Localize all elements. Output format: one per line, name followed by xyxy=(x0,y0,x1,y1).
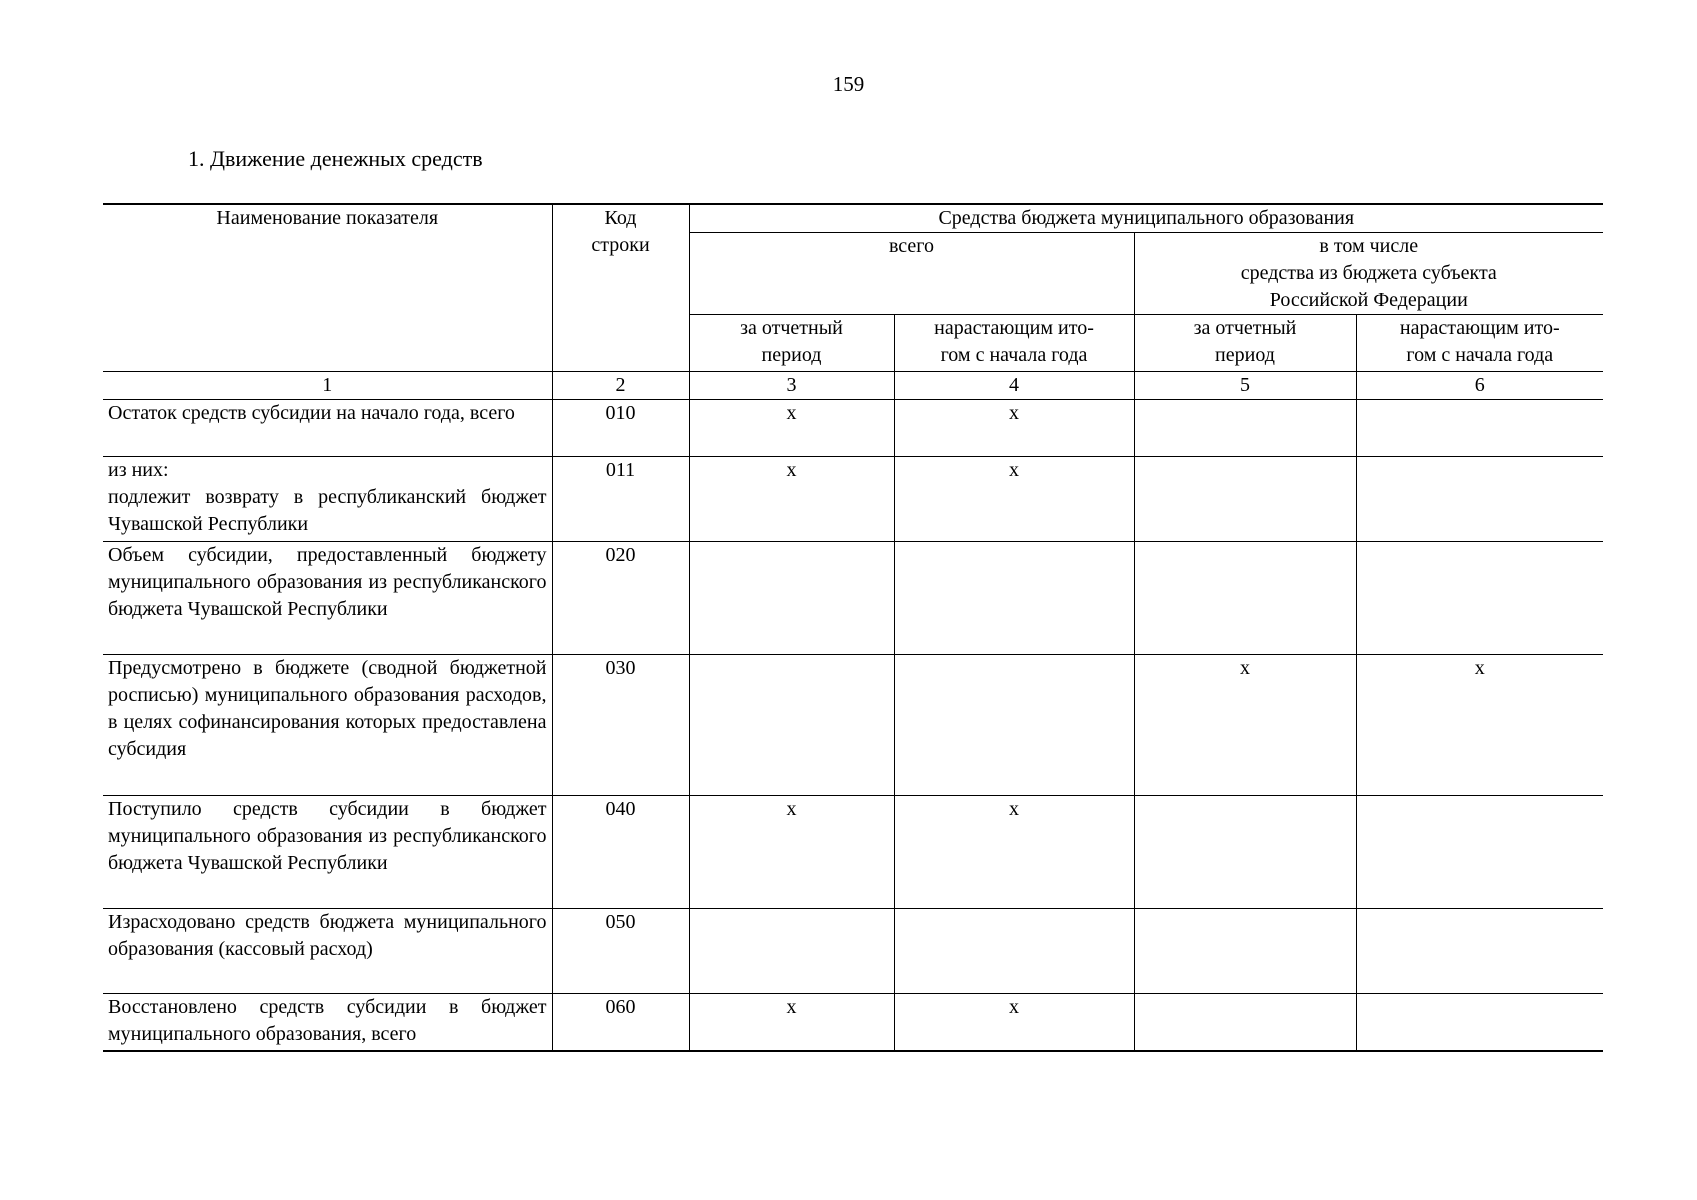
row-value xyxy=(689,909,894,994)
header-total: всего xyxy=(689,233,1134,315)
header-budget-title: Средства бюджета муниципального образования xyxy=(689,204,1603,233)
row-value xyxy=(1134,400,1356,457)
table-row xyxy=(103,542,1603,655)
table-row xyxy=(103,655,1603,796)
table-row xyxy=(103,457,1603,542)
row-value xyxy=(894,655,1134,796)
row-value: x xyxy=(894,994,1134,1051)
header-including xyxy=(1134,233,1603,315)
row-value: x xyxy=(1134,655,1356,796)
row-name: Израсходовано средств бюджета муниципального образования (кассовый расход) xyxy=(103,909,552,994)
header-cumulative-line-1: нарастающим ито- xyxy=(934,317,1094,339)
row-code: 050 xyxy=(552,909,689,994)
row-value: x xyxy=(1356,655,1603,796)
row-value xyxy=(894,909,1134,994)
row-name: Остаток средств субсидии на начало года, всего xyxy=(103,400,552,457)
header-subject-period xyxy=(1134,315,1356,372)
header-including-line-1: в том числе xyxy=(1319,235,1419,257)
header-including-line-2: средства из бюджета субъекта xyxy=(1240,262,1497,284)
header-subject-cumulative xyxy=(1356,315,1603,372)
table-row xyxy=(103,994,1603,1051)
column-number: 5 xyxy=(1134,372,1356,400)
header-total-period xyxy=(689,315,894,372)
header-cumulative-line-1: нарастающим ито- xyxy=(1399,317,1560,339)
row-value xyxy=(1356,542,1603,655)
row-name: Предусмотрено в бюджете (сводной бюджетной росписью) муниципального образования расходов, в целях софинансирования которых предоставлена субсидия xyxy=(103,655,552,796)
header-code xyxy=(552,204,689,372)
row-value xyxy=(1134,994,1356,1051)
row-name: Поступило средств субсидии в бюджет муниципального образования из республиканского бюджета Чувашской Республики xyxy=(103,796,552,909)
row-name-text: подлежит возврату в республиканский бюджет Чувашской Республики xyxy=(108,486,547,535)
table-row xyxy=(103,796,1603,909)
row-value xyxy=(1134,796,1356,909)
header-name-label: Наименование показателя xyxy=(216,207,439,229)
row-value: x xyxy=(689,457,894,542)
header-name xyxy=(103,204,552,372)
row-value xyxy=(689,655,894,796)
row-value xyxy=(1134,542,1356,655)
header-cumulative-line-2: гом с начала года xyxy=(1406,344,1554,366)
table-row xyxy=(103,909,1603,994)
cash-flow-table xyxy=(103,203,1603,1052)
header-total-cumulative xyxy=(894,315,1134,372)
row-name: Восстановлено средств субсидии в бюджет муниципального образования, всего xyxy=(103,994,552,1051)
row-value xyxy=(894,542,1134,655)
row-value xyxy=(1356,796,1603,909)
row-code: 020 xyxy=(552,542,689,655)
header-code-label-2: строки xyxy=(591,234,650,256)
row-value xyxy=(1356,909,1603,994)
row-value xyxy=(1356,994,1603,1051)
row-code: 040 xyxy=(552,796,689,909)
page-number: 159 xyxy=(832,72,865,96)
header-period-line-2: период xyxy=(1215,344,1275,366)
column-number: 3 xyxy=(689,372,894,400)
header-period-line-1: за отчетный xyxy=(1193,317,1297,339)
row-value xyxy=(1356,400,1603,457)
header-including-line-3: Российской Федерации xyxy=(1269,289,1468,311)
row-value xyxy=(689,542,894,655)
header-period-line-1: за отчетный xyxy=(740,317,843,339)
header-cumulative-line-2: гом с начала года xyxy=(940,344,1088,366)
column-number: 1 xyxy=(103,372,552,400)
header-period-line-2: период xyxy=(761,344,822,366)
row-value: x xyxy=(894,400,1134,457)
row-value xyxy=(1356,457,1603,542)
section-title: 1. Движение денежных средств xyxy=(188,146,483,171)
row-value: x xyxy=(689,400,894,457)
table-row xyxy=(103,400,1603,457)
row-value: x xyxy=(689,994,894,1051)
row-value: x xyxy=(894,796,1134,909)
row-name xyxy=(103,457,552,542)
header-code-label-1: Код xyxy=(604,207,637,229)
row-name-prefix: из них: xyxy=(108,459,169,481)
column-number: 4 xyxy=(894,372,1134,400)
row-name: Объем субсидии, предоставленный бюджету муниципального образования из республиканского бюджета Чувашской Республики xyxy=(103,542,552,655)
row-value: x xyxy=(894,457,1134,542)
row-value xyxy=(1134,457,1356,542)
column-number-row xyxy=(103,372,1603,400)
row-code: 011 xyxy=(552,457,689,542)
column-number: 6 xyxy=(1356,372,1603,400)
row-value: x xyxy=(689,796,894,909)
row-value xyxy=(1134,909,1356,994)
row-code: 060 xyxy=(552,994,689,1051)
row-code: 030 xyxy=(552,655,689,796)
column-number: 2 xyxy=(552,372,689,400)
row-code: 010 xyxy=(552,400,689,457)
